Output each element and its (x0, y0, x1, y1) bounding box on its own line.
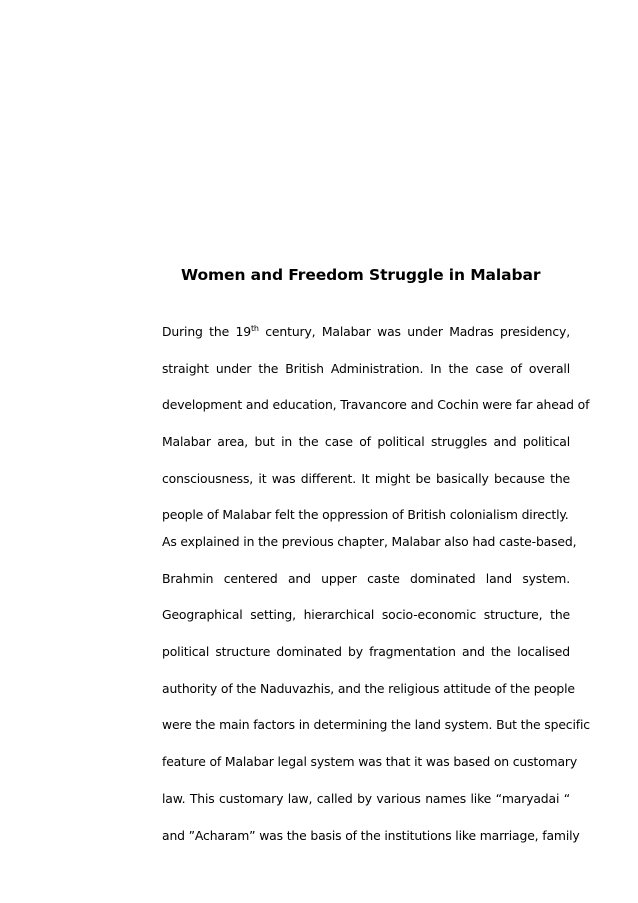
paragraph-1-line-4: Malabar area, but in the case of political struggles and political (162, 434, 570, 450)
chapter-heading: Women and Freedom Struggle in Malabar (181, 266, 541, 284)
paragraph-2-line-4: political structure dominated by fragmentation and the localised (162, 644, 570, 660)
line-1-start: During the 19 (162, 324, 251, 339)
paragraph-2-line-6: were the main factors in determining the land system. But the specific (162, 717, 590, 733)
paragraph-2-line-3: Geographical setting, hierarchical socio-economic structure, the (162, 607, 570, 623)
paragraph-1-line-1 (162, 323, 570, 360)
paragraph-2-line-2: Brahmin centered and upper caste dominated land system. (162, 570, 570, 586)
paragraph-1-line-6: people of Malabar felt the oppression of British colonialism directly. (162, 507, 569, 523)
paragraph-2-line-5: authority of the Naduvazhis, and the religious attitude of the people (162, 680, 575, 696)
paragraph-1 (162, 323, 590, 543)
paragraph-1-line-5: consciousness, it was different. It might be basically because the (162, 470, 570, 486)
paragraph-2-line-8: law. This customary law, called by various names like “maryadai “ (162, 790, 570, 806)
paragraph-2-line-1: As explained in the previous chapter, Malabar also had caste-based, (162, 534, 577, 549)
paragraph-2 (162, 533, 590, 863)
paragraph-2-line-7: feature of Malabar legal system was that it was based on customary (162, 754, 578, 770)
paragraph-1-line-2: straight under the British Administration. In the case of overall (162, 360, 570, 376)
line-1-end: century, Malabar was under Madras presidency, (258, 324, 570, 339)
paragraph-1-line-3: development and education, Travancore and Cochin were far ahead of (162, 397, 590, 413)
superscript-th: th (250, 324, 259, 333)
paragraph-2-line-9: and ”Acharam” was the basis of the institutions like marriage, family (162, 827, 580, 843)
